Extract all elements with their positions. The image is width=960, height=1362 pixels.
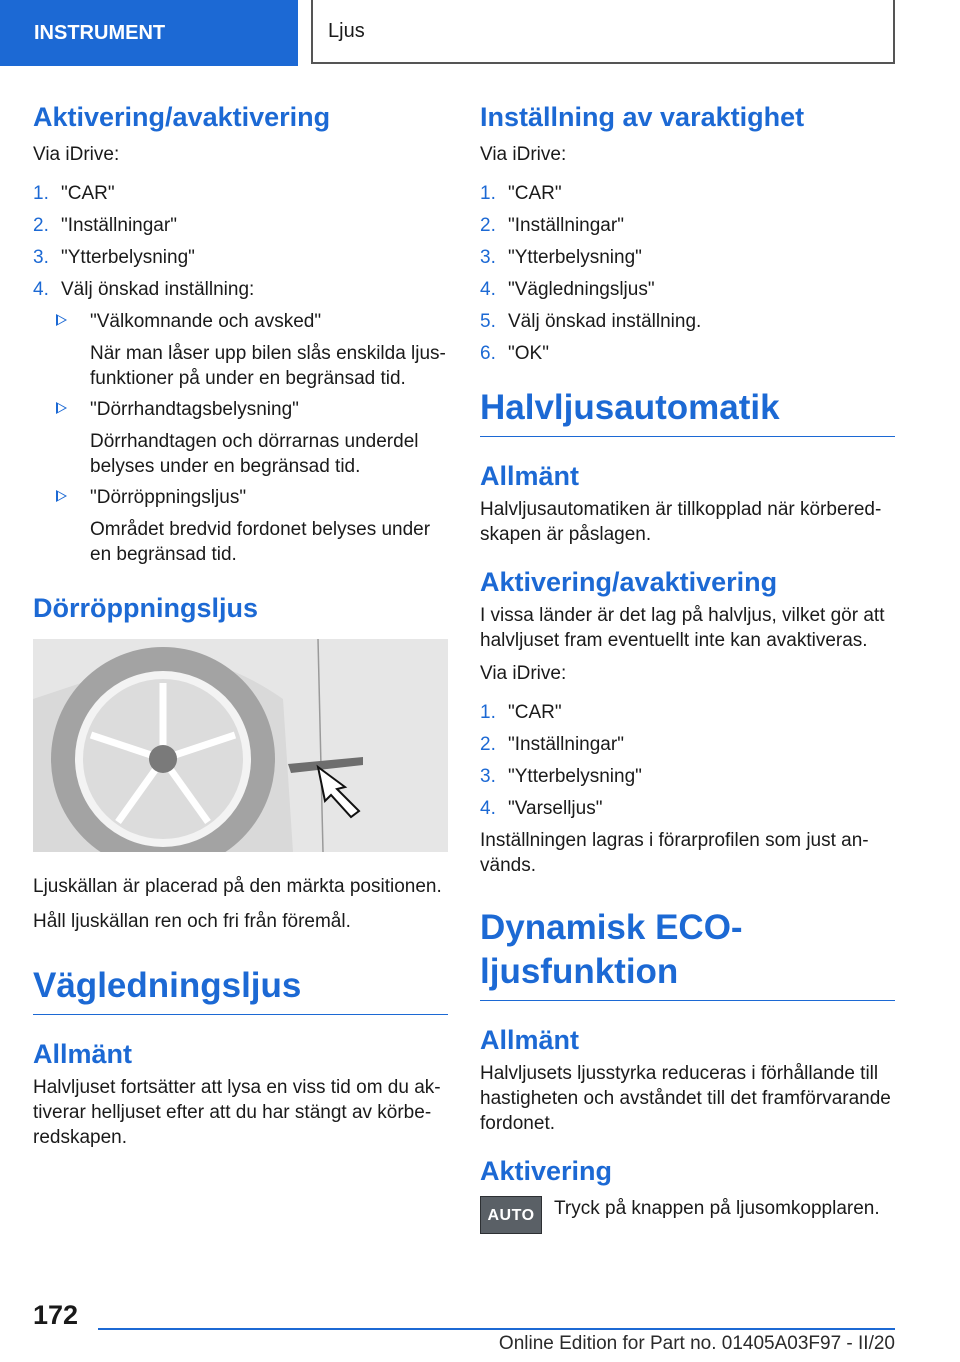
auto-light-text-1: Halvljusautomatiken är tillkopplad när körbered-skapen är påslagen.: [480, 499, 882, 545]
duration-steps-list: [480, 181, 895, 366]
heading-eco-light-wrapper: [480, 906, 895, 1001]
heading-auto-general: Allmänt: [480, 461, 580, 491]
footer-divider: [98, 1328, 895, 1330]
triangle-bullet-icon: [56, 490, 67, 502]
auto-steps-list: [480, 700, 895, 821]
eco-light-text-1: Halvljusets ljusstyrka reduceras i förhållande till hastigheten och avståndet till det framförvarande fordonet.: [480, 1063, 891, 1134]
via-idrive-text: Via iDrive:: [480, 663, 567, 684]
triangle-bullet-icon: [56, 314, 67, 326]
heading-auto-light: Halvljusautomatik: [480, 388, 780, 427]
list-item: 1. "CAR": [33, 183, 115, 204]
heading-door-light: Dörröppningsljus: [33, 593, 258, 623]
footer-edition: Online Edition for Part no. 01405A03F97 - II/20: [498, 1333, 895, 1354]
list-item: 5. Välj önskad inställning.: [480, 311, 702, 332]
door-light-text-2: Håll ljuskällan ren och fri från föremål.: [33, 911, 351, 932]
door-light-position-image: [33, 639, 448, 852]
left-column: [33, 100, 448, 1150]
heading-eco-general: Allmänt: [480, 1025, 580, 1055]
list-item: 2. "Inställningar": [480, 215, 624, 236]
auto-light-text-2: I vissa länder är det lag på halvljus, vilket gör att halvljuset fram eventuellt inte kan avaktiveras.: [480, 605, 885, 651]
list-item: 3. "Ytterbelysning": [480, 247, 642, 268]
auto-light-text-3: Inställningen lagras i förarprofilen som just an-vänds.: [480, 830, 869, 876]
list-item: 2. "Inställningar": [33, 215, 177, 236]
list-item: 1. "CAR": [480, 702, 562, 723]
auto-button-icon: AUTO: [480, 1196, 542, 1234]
list-item: 3. "Ytterbelysning": [33, 247, 195, 268]
heading-auto-activation: Aktivering/avaktivering: [480, 567, 778, 597]
options-list: [33, 309, 448, 567]
heading-guide-light: Vägledningsljus: [33, 966, 302, 1005]
heading-guide-general: Allmänt: [33, 1039, 133, 1069]
steps-list: [33, 181, 448, 302]
option-item: "Välkomnande och avsked" När man låser upp bilen slås enskilda ljus-funktioner på under en begränsad tid.: [33, 309, 448, 391]
section-tab: INSTRUMENT: [0, 0, 298, 66]
option-item: "Dörröppningsljus" Området bredvid fordonet belyses under en begränsad tid.: [33, 485, 448, 567]
list-item: 4. Välj önskad inställning:: [33, 279, 255, 300]
list-item: 4. "Varselljus": [480, 798, 603, 819]
heading-guide-light-wrapper: [33, 964, 448, 1015]
page-number: 172: [33, 1300, 79, 1330]
heading-duration: Inställning av varaktighet: [480, 102, 805, 132]
list-item: 4. "Vägledningsljus": [480, 279, 655, 300]
list-item: 6. "OK": [480, 343, 549, 364]
heading-eco-activation: Aktivering: [480, 1156, 613, 1186]
list-item: 2. "Inställningar": [480, 734, 624, 755]
heading-eco-light: Dynamisk ECO- ljusfunktion: [480, 908, 743, 991]
via-idrive-text: Via iDrive:: [33, 144, 120, 165]
eco-activation-row: [480, 1196, 895, 1234]
guide-light-text: Halvljuset fortsätter att lysa en viss tid om du ak-tiverar helljuset efter att du har stängt av körbe-redskapen.: [33, 1077, 441, 1148]
heading-auto-light-wrapper: [480, 386, 895, 437]
door-light-text-1: Ljuskällan är placerad på den märkta positionen.: [33, 876, 442, 897]
page-header: [0, 0, 960, 66]
heading-activation: Aktivering/avaktivering: [33, 102, 331, 132]
option-item: "Dörrhandtagsbelysning" Dörrhandtagen och dörrarnas underdel belyses under en begränsad tid.: [33, 397, 448, 479]
chapter-tab: Ljus: [311, 0, 895, 64]
right-column: [480, 100, 895, 1234]
triangle-bullet-icon: [56, 402, 67, 414]
list-item: 3. "Ytterbelysning": [480, 766, 642, 787]
via-idrive-text: Via iDrive:: [480, 144, 567, 165]
eco-light-text-2: Tryck på knappen på ljusomkopplaren.: [554, 1198, 880, 1219]
list-item: 1. "CAR": [480, 183, 562, 204]
